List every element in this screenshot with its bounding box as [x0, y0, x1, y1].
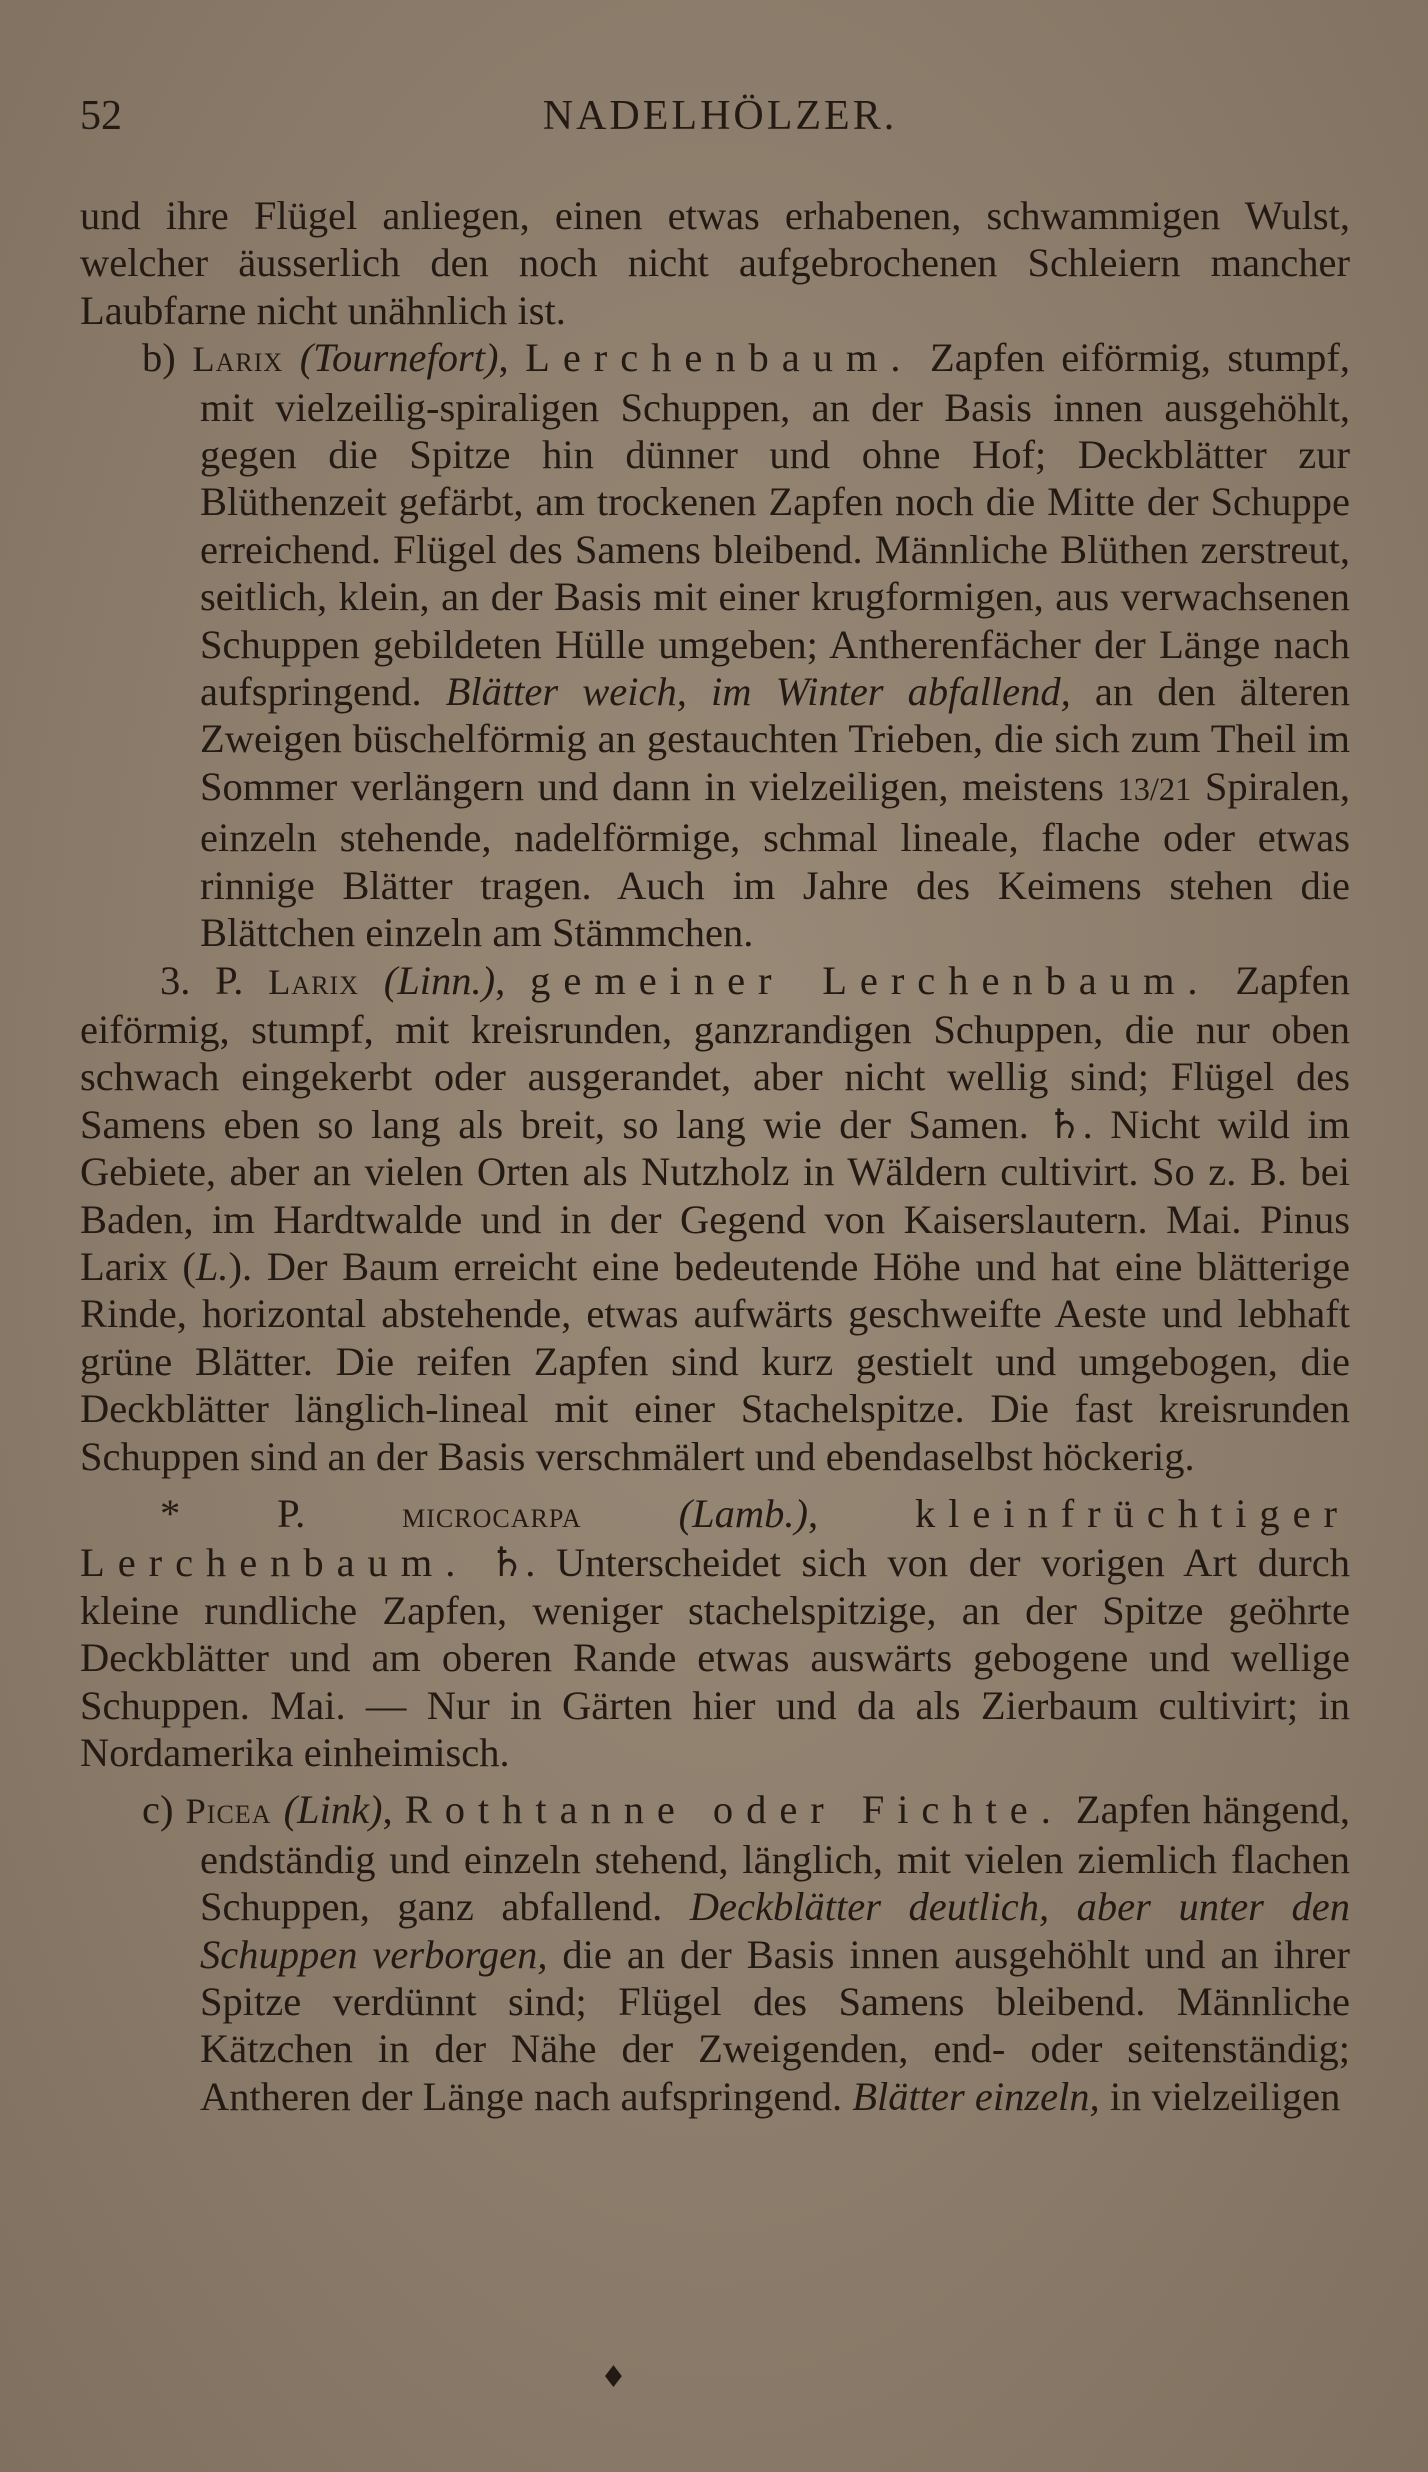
description-text: die an der Basis innen ausgehöhlt und an ihrer Spitze verdünnt sind; Flügel des Samens bleibend. Männliche Kätzchen in der Nähe der Zweigenden, end- oder seitenständig; Antheren der Länge nach aufspringend. — [200, 1931, 1350, 2119]
author-citation: (Tournefort) — [299, 335, 499, 381]
description-text: in vielzeiligen — [1099, 2073, 1341, 2119]
separator: , — [495, 957, 531, 1003]
description-text: Zapfen eiförmig, stumpf, mit kreisrunden, ganzrandigen Schuppen, die nur oben schwach eingekerbt oder ausgerandet, aber nicht wellig sind; Flügel des Samens eben so lang als breit, so lang wie der Samen. ♄. Nicht wild im Gebiete, aber an vielen Orten als Nutzholz in Wäldern cultivirt. So z. B. bei Baden, im Hardtwalde und in der Gegend von Kaiserslautern. Mai. Pinus Larix ( — [80, 957, 1351, 1289]
italic-text: Deckblätter deutlich, aber unter den Schuppen verborgen, — [200, 1884, 1350, 1977]
italic-text: L. — [195, 1243, 229, 1289]
description-text: ♄. Unterscheidet sich von der vorigen Art durch kleine rundliche Zapfen, weniger stachelspitzige, an der Spitze geöhrte Deckblätter und am oberen Rande etwas auswärts gebogene und wellige Schuppen. Mai. — Nur in Gärten hier und da als Zierbaum cultivirt; in Nordamerika einheimisch. — [80, 1540, 1350, 1775]
section-marker: c) — [142, 1787, 174, 1833]
description-text: Zapfen hängend, endständig und einzeln stehend, länglich, mit vielen ziemlich flachen Schuppen, ganz abfallend. — [200, 1787, 1350, 1930]
footer-mark: ♦ — [600, 2360, 627, 2395]
species-name: Larix — [268, 961, 359, 1002]
author-citation: (Link) — [283, 1787, 383, 1833]
description-text: Zapfen eiförmig, stumpf, mit vielzeilig-spiraligen Schuppen, an der Basis innen ausgehöhlt, gegen die Spitze hin dünner und ohne Hof; Deckblätter zur Blüthenzeit gefärbt, am trockenen Zapfen noch die Mitte der Schuppe erreichend. Flügel des Samens bleibend. Männliche Blüthen zerstreut, seitlich, klein, an der Basis mit einer krugformigen, aus verwachsenen Schuppen gebildeten Hülle umgeben; Antherenfächer der Länge nach aufspringend. — [200, 335, 1351, 715]
fraction: 13/21 — [1117, 771, 1192, 808]
description-text: Spiralen, einzeln stehende, nadelförmige, schmal lineale, flache oder etwas rinnige Blätter tragen. Auch im Jahre des Keimens stehen die Blättchen einzeln am Stämmchen. — [200, 763, 1350, 956]
species-marker: 3. P. — [160, 957, 244, 1003]
italic-text: Blätter weich, im Winter abfallend, — [445, 669, 1071, 715]
separator: , — [498, 335, 526, 381]
author-citation: (Linn.) — [383, 957, 496, 1003]
italic-text: Blätter einzeln, — [852, 2073, 1100, 2119]
page-number: 52 — [80, 93, 122, 139]
separator: , — [807, 1490, 915, 1536]
species-microcarpa — [80, 1490, 1350, 1776]
genus-name: Picea — [185, 1791, 272, 1832]
common-name: gemeiner Lerchenbaum. — [530, 957, 1211, 1003]
paragraph-text: und ihre Flügel anliegen, einen etwas erhabenen, schwammigen Wulst, welcher äusserlich den noch nicht aufgebrochenen Schleiern mancher Laubfarne nicht unähnlich ist. — [80, 193, 1350, 333]
section-larix — [80, 334, 1350, 956]
common-name: Lerchenbaum. — [525, 335, 914, 381]
species-marker: * P. — [160, 1490, 306, 1536]
genus-name: Larix — [192, 339, 284, 380]
description-text: ). Der Baum erreicht eine bedeutende Höhe und hat eine blätterige Rinde, horizontal abstehende, etwas aufwärts geschweifte Aeste und lebhaft grüne Blätter. Die reifen Zapfen sind kurz gestielt und umgebogen, die Deckblätter länglich-lineal mit einer Stachelspitze. Die fast kreisrunden Schuppen sind an der Basis verschmälert und ebendaselbst höckerig. — [80, 1243, 1350, 1479]
section-marker: b) — [142, 335, 176, 381]
common-name: kleinfrüchtiger Lerchenbaum. — [80, 1490, 1350, 1586]
species-name: microcarpa — [402, 1494, 582, 1535]
description-text: an den älteren Zweigen büschelförmig an gestauchten Trieben, die sich zum Theil im Sommer verlängern und dann in vielzeiligen, meistens — [200, 669, 1350, 809]
section-picea — [80, 1786, 1350, 2120]
paragraph-continuation — [80, 192, 1350, 334]
species-larix — [80, 957, 1350, 1480]
author-citation: (Lamb.) — [678, 1490, 808, 1536]
running-title: NADELHÖLZER. — [542, 93, 898, 139]
page-header — [80, 92, 1360, 152]
separator: , — [382, 1787, 405, 1833]
common-name: Rothtanne oder Fichte. — [404, 1787, 1064, 1833]
text-body — [80, 192, 1350, 2120]
